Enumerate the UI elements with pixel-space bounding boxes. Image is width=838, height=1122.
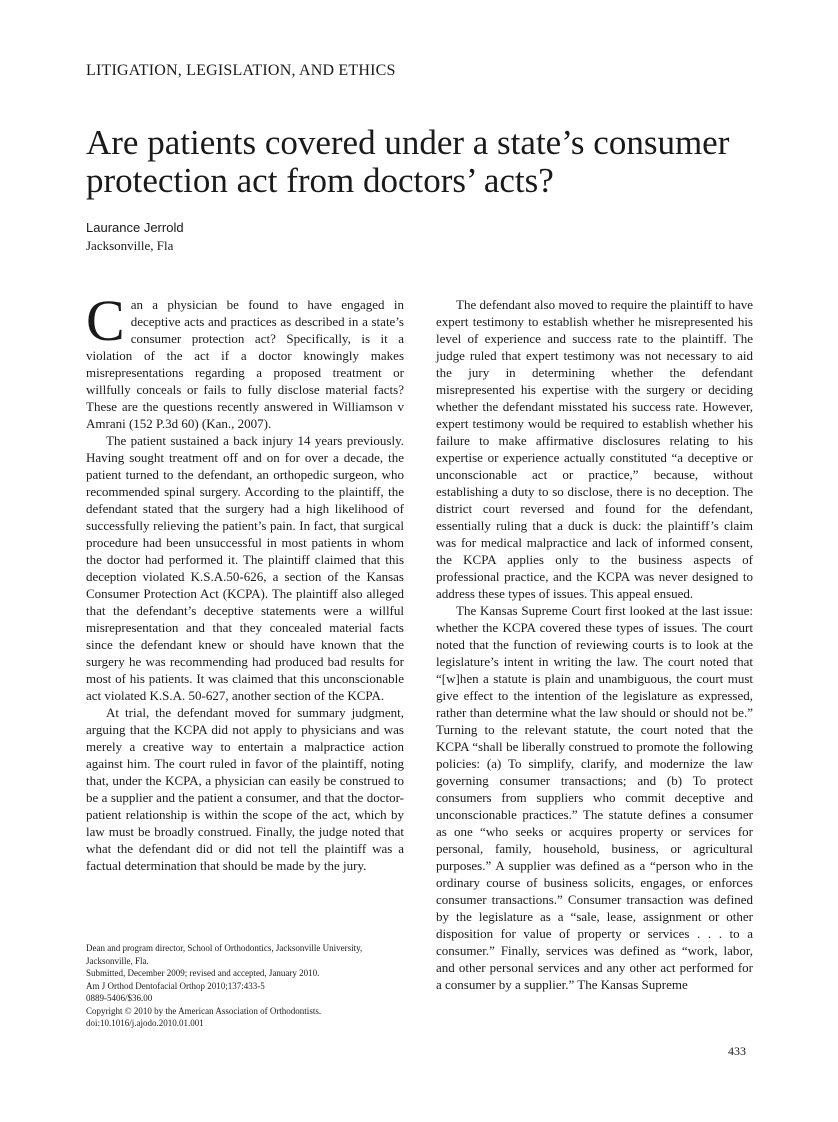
copyright-notice: Copyright © 2010 by the American Association of Orthodontists. (86, 1005, 322, 1016)
paragraph: The defendant also moved to require the plaintiff to have expert testimony to establish whether he misrepresented his level of experience and success rate to the plaintiff. The judge ruled that expert testimony was not necessary to aid the jury in determining whether the defendant misrepresented his expertise with the surgery or deciding whether the defendant misstated his success rate. However, expert testimony would be required to establish whether his failure to make affirmative disclosures relating to his expertise or experience actually constituted “a deceptive or unconscionable act or practice,” because, without establishing a duty to so disclose, there is no deception. The district court reversed and found for the defendant, essentially ruling that a duck is duck: the plaintiff’s claim was for medical malpractice and lack of informed consent, the KCPA applies only to the business aspects of professional practice, and the KCPA was never designed to address these types of issues. This appeal ensued. (436, 297, 753, 601)
author-affiliation: Dean and program director, School of Orthodontics, Jacksonville University, Jacksonville, Fla. (86, 943, 363, 966)
paragraph: The patient sustained a back injury 14 years previously. Having sought treatment off and on for over a decade, the patient turned to the defendant, an orthopedic surgeon, who recommended spinal surgery. According to the plaintiff, the defendant stated that the surgery had a high likelihood of successfully relieving the patient’s pain. In fact, that surgical procedure had been unsuccessful in most patients in whom the doctor had performed it. The plaintiff claimed that this deception violated K.S.A.50-626, a section of the Kansas Consumer Protection Act (KCPA). The plaintiff also alleged that the defendant’s deceptive statements were a willful misrepresentation and that they concealed material facts since the defendant knew or should have known that the surgery he was recommending had produced bad results for most of his patients. It was claimed that this unconscionable act violated K.S.A. 50-627, another section of the KCPA. (86, 433, 404, 703)
paragraph-text: an a physician be found to have engaged in deceptive acts and practices as described in a state’s consumer protection act? Specifically, is it a violation of the act if a doctor knowingly makes misrepresentations regarding a proposed treatment or willfully conceals or fails to fully disclose material facts? These are the questions recently answered in Williamson v Amrani (152 P.3d 60) (Kan., 2007). (86, 297, 404, 431)
article-title: Are patients covered under a state’s consumer protection act from doctors’ acts? (86, 123, 730, 200)
drop-cap: C (86, 288, 125, 353)
author-location: Jacksonville, Fla (86, 238, 174, 253)
paragraph: The Kansas Supreme Court first looked at the last issue: whether the KCPA covered these types of issues. The court noted that the function of reviewing courts is to look at the legislature’s intent in writing the law. The court noted that “[w]hen a statute is plain and unambiguous, the court must give effect to the intention of the legislature as expressed, rather than determine what the law should or should not be.” Turning to the relevant statute, the court noted that the KCPA “shall be liberally construed to promote the following policies: (a) To simplify, clarify, and modernize the law governing consumer transactions; and (b) To protect consumers from suppliers who commit deceptive and unconscionable practices.” The statute defines a consumer as one “who seeks or acquires property or services for personal, family, household, business, or agricultural purposes.” A supplier was defined as a “person who in the ordinary course of business solicits, engages, or enforces consumer transactions.” Consumer transaction was defined by the legislature as a “sale, lease, assignment or other disposition for value of property or services . . . to a consumer.” Finally, services was defined as “work, labor, and other personal services and any other act performed for a consumer by a supplier.” The Kansas Supreme (436, 603, 753, 992)
article-footnotes (86, 942, 404, 1030)
author-name: Laurance Jerrold (86, 220, 184, 235)
journal-citation: Am J Orthod Dentofacial Orthop 2010;137:433-5 (86, 980, 265, 991)
submission-dates: Submitted, December 2009; revised and accepted, January 2010. (86, 968, 320, 978)
page-number: 433 (728, 1044, 746, 1058)
issn: 0889-5406/$36.00 (86, 993, 153, 1003)
left-column (86, 288, 404, 874)
doi: doi:10.1016/j.ajodo.2010.01.001 (86, 1018, 204, 1028)
section-label: LITIGATION, LEGISLATION, AND ETHICS (86, 62, 396, 79)
paragraph: At trial, the defendant moved for summary judgment, arguing that the KCPA did not apply to physicians and was merely a creative way to entertain a malpractice action against him. The court ruled in favor of the plaintiff, noting that, under the KCPA, a physician can easily be construed to be a supplier and the patient a consumer, and that the doctor-patient relationship is within the scope of the act, which by law must be broadly construed. Finally, the judge noted that what the defendant did or did not tell the plaintiff was a factual determination that should be made by the jury. (86, 705, 404, 873)
right-column (436, 296, 753, 993)
paragraph (86, 288, 404, 432)
